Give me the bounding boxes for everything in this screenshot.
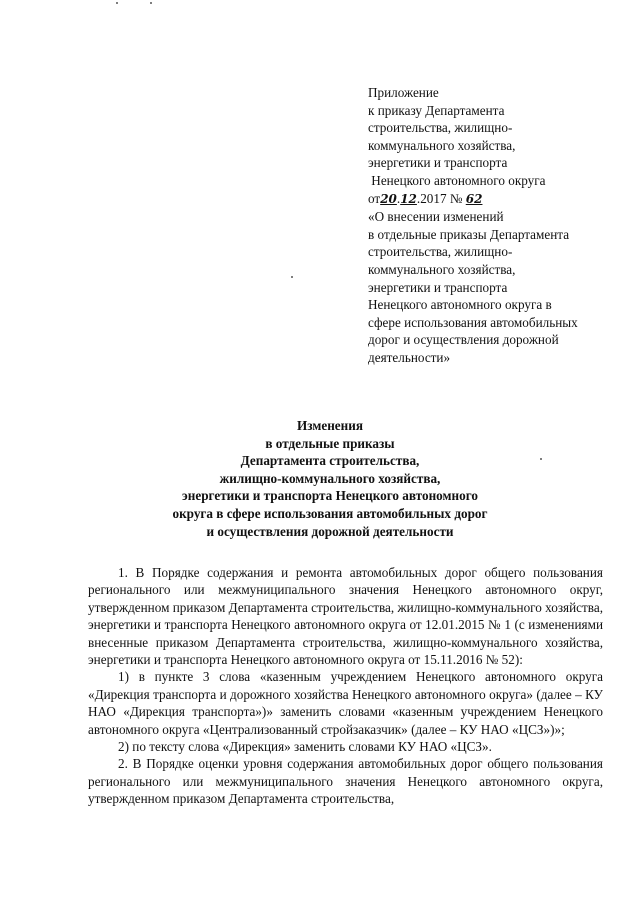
scan-speck bbox=[540, 458, 542, 460]
date-prefix: от bbox=[368, 190, 381, 206]
paragraph-1: 1. В Порядке содержания и ремонта автомобильных дорог общего пользования регионального или межмуниципального значения Ненецкого автономного округ, утвержденном приказом Департамента строительства, жилищно-коммунального хозяйства, энергетики и транспорта Ненецкого автономного округа от 12.01.2015 № 1 (с изменениями внесенные приказом Департамента строительства, жилищно-коммунального хозяйства, энергетики и транспорта Ненецкого автономного округа от 15.11.2016 № 52): bbox=[88, 565, 603, 668]
subject-line: дорог и осуществления дорожной bbox=[368, 332, 559, 348]
subject-line: коммунального хозяйства, bbox=[368, 261, 516, 277]
title-line: и осуществления дорожной деятельности bbox=[206, 523, 454, 539]
scan-speck bbox=[150, 2, 152, 4]
subject-line: «О внесении изменений bbox=[368, 209, 504, 225]
handwritten-month: 12 bbox=[400, 191, 417, 206]
order-date-line: от20.12.2017 № 62 bbox=[368, 190, 483, 206]
title-line: в отдельные приказы bbox=[265, 435, 395, 451]
title-line: округа в сфере использования автомобильных дорог bbox=[172, 505, 488, 521]
paragraph-2: 2. В Порядке оценки уровня содержания автомобильных дорог общего пользования регионального или межмуниципального значения Ненецкого автономного округа, утвержденном приказом Департамента строительства, bbox=[88, 756, 603, 807]
sub-item-1: 1) в пункте 3 слова «казенным учреждением Ненецкого автономного округа «Дирекция транспорта и дорожного хозяйства Ненецкого автономного округа» (далее – КУ НАО «Дирекция транспорта»)» заменить словами «казенным учреждением Ненецкого автономного округа «Централизованный стройзаказчик» (далее – КУ НАО «ЦСЗ»)»; bbox=[88, 669, 603, 737]
subject-line: в отдельные приказы Департамента bbox=[368, 226, 570, 242]
subject-line: сфере использования автомобильных bbox=[368, 314, 578, 330]
appendix-line: энергетики и транспорта bbox=[368, 155, 508, 171]
subject-line: деятельности» bbox=[368, 349, 451, 365]
title-line: Изменения bbox=[297, 418, 363, 433]
title-line: Департамента строительства, bbox=[240, 453, 420, 469]
date-year: .2017 № bbox=[416, 190, 463, 206]
title-line: жилищно-коммунального хозяйства, bbox=[219, 470, 441, 486]
subject-line: строительства, жилищно- bbox=[368, 244, 513, 260]
appendix-line: коммунального хозяйства, bbox=[368, 137, 516, 153]
sub-item-2: 2) по тексту слова «Дирекция» заменить словами КУ НАО «ЦСЗ». bbox=[118, 739, 492, 755]
document-title bbox=[120, 417, 540, 540]
scan-speck bbox=[116, 2, 118, 4]
appendix-block bbox=[368, 84, 616, 367]
appendix-line: к приказу Департамента bbox=[368, 102, 505, 118]
subject-line: энергетики и транспорта bbox=[368, 279, 508, 295]
handwritten-order-number: 62 bbox=[465, 191, 483, 206]
appendix-line: Ненецкого автономного округа bbox=[368, 172, 546, 188]
appendix-line: строительства, жилищно- bbox=[368, 120, 513, 136]
document-body bbox=[88, 564, 603, 808]
handwritten-day: 20 bbox=[380, 191, 397, 206]
title-line: энергетики и транспорта Ненецкого автономного bbox=[182, 488, 478, 504]
scan-speck bbox=[291, 276, 293, 278]
appendix-line: Приложение bbox=[368, 85, 439, 100]
subject-line: Ненецкого автономного округа в bbox=[368, 297, 552, 313]
